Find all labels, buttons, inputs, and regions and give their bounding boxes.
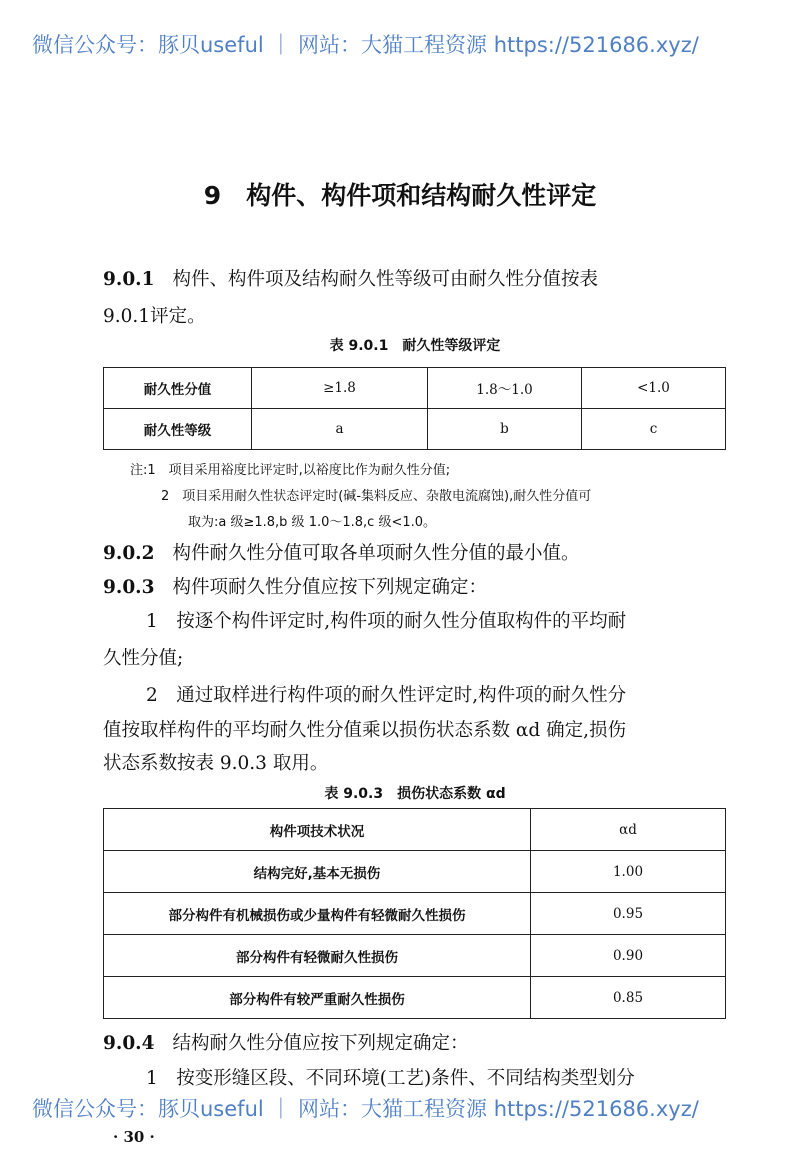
table-row: 耐久性等级 a b c <box>104 409 726 450</box>
table-row: 部分构件有机械损伤或少量构件有轻微耐久性损伤 0.95 <box>104 893 726 935</box>
clause-903-item2-cont2: 状态系数按表 9.0.3 取用。 <box>103 753 329 774</box>
table-row: 部分构件有较严重耐久性损伤 0.85 <box>104 977 726 1019</box>
clause-903-item1: 1 按逐个构件评定时,构件项的耐久性分值取构件的平均耐 <box>146 611 627 632</box>
clause-901-cont: 9.0.1评定。 <box>103 306 206 327</box>
table-row: 结构完好,基本无损伤 1.00 <box>104 851 726 893</box>
durability-grade-table <box>103 367 726 450</box>
clause-904: 9.0.4 结构耐久性分值应按下列规定确定： <box>103 1033 469 1054</box>
note-2: 2 项目采用耐久性状态评定时(碱-集料反应、杂散电流腐蚀),耐久性分值可 <box>161 489 592 504</box>
note-2-cont: 取为:a 级≥1.8,b 级 1.0～1.8,c 级<1.0。 <box>188 515 437 530</box>
table2-caption: 表 9.0.3 损伤状态系数 αd <box>324 786 506 802</box>
table-row: 部分构件有轻微耐久性损伤 0.90 <box>104 935 726 977</box>
watermark-bottom: 微信公众号：豚贝useful ｜ 网站：大猫工程资源 https://521686.xyz/ <box>32 1097 699 1121</box>
clause-904-item1: 1 按变形缝区段、不同环境(工艺)条件、不同结构类型划分 <box>146 1068 635 1089</box>
clause-903-item2: 2 通过取样进行构件项的耐久性评定时,构件项的耐久性分 <box>146 685 627 706</box>
clause-903-item1-cont: 久性分值; <box>103 648 184 669</box>
chapter-title: 9 构件、构件项和结构耐久性评定 <box>203 181 597 210</box>
clause-902: 9.0.2 构件耐久性分值可取各单项耐久性分值的最小值。 <box>103 543 580 564</box>
page-number: · 30 · <box>113 1128 155 1146</box>
watermark-top: 微信公众号：豚贝useful ｜ 网站：大猫工程资源 https://521686.xyz/ <box>32 33 699 57</box>
clause-903: 9.0.3 构件项耐久性分值应按下列规定确定： <box>103 577 488 598</box>
table-row: 耐久性分值 ≥1.8 1.8～1.0 <1.0 <box>104 368 726 409</box>
clause-901: 9.0.1 构件、构件项及结构耐久性等级可由耐久性分值按表 <box>103 269 599 290</box>
table1-caption: 表 9.0.1 耐久性等级评定 <box>329 338 501 354</box>
clause-903-item2-cont: 值按取样构件的平均耐久性分值乘以损伤状态系数 αd 确定,损伤 <box>103 720 626 741</box>
damage-coefficient-table <box>103 808 726 1019</box>
table-row: 构件项技术状况 αd <box>104 809 726 851</box>
note-1: 注:1 项目采用裕度比评定时,以裕度比作为耐久性分值; <box>130 463 451 478</box>
